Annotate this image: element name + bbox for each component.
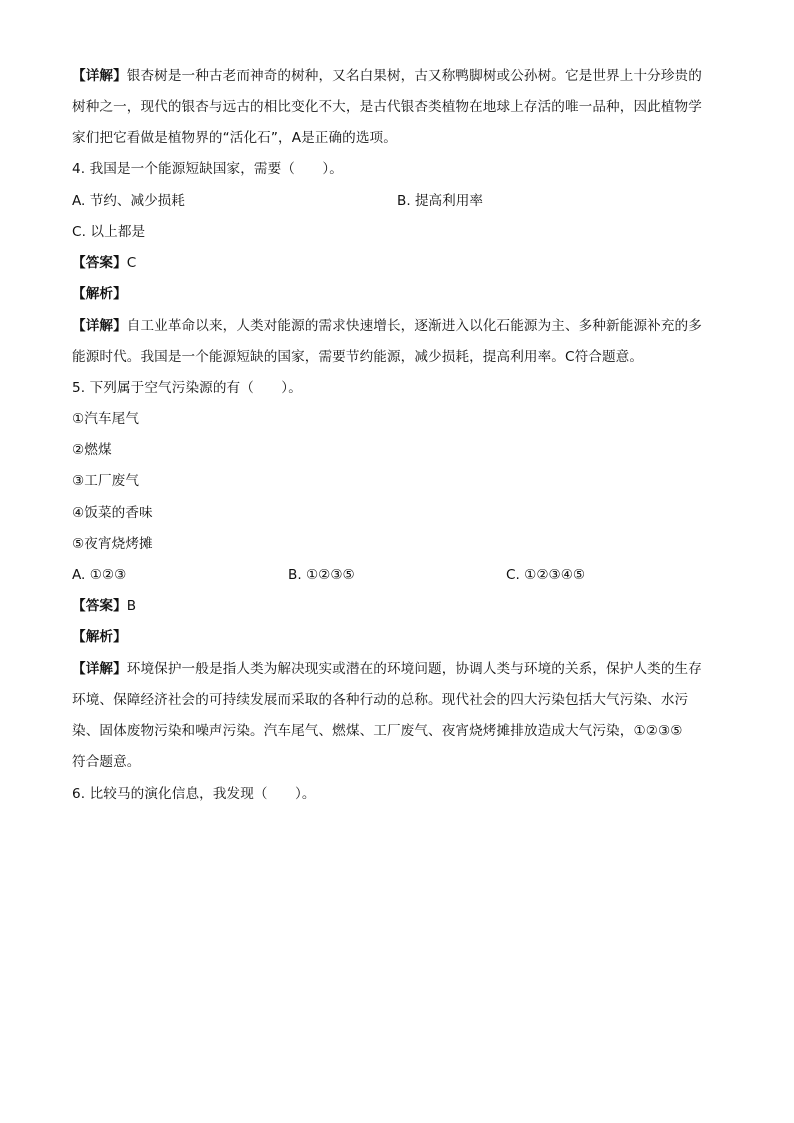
q4-detail-text-1: 自工业革命以来，人类对能源的需求快速增长，逐渐进入以化石能源为主、多种新能源补充的多 bbox=[126, 318, 702, 334]
q5-stem: 5. 下列属于空气污染源的有（ ）。 bbox=[72, 380, 302, 396]
detail-tag: 【详解】 bbox=[72, 661, 127, 677]
q4-analysis-tag bbox=[72, 285, 127, 303]
analysis-tag: 【解析】 bbox=[72, 286, 127, 302]
q4-stem: 4. 我国是一个能源短缺国家，需要（ ）。 bbox=[72, 161, 343, 177]
q5-item-1: ①汽车尾气 bbox=[72, 411, 140, 427]
q5-detail-text-1: 环境保护一般是指人类为解决现实或潜在的环境问题，协调人类与环境的关系，保护人类的生存 bbox=[126, 661, 702, 677]
q4-option-c: C. 以上都是 bbox=[72, 224, 146, 240]
q5-item-4: ④饭菜的香味 bbox=[72, 505, 153, 521]
analysis-tag: 【解析】 bbox=[72, 629, 127, 645]
q5-answer bbox=[72, 597, 136, 615]
q5-answer-value: B bbox=[126, 598, 137, 614]
q4-option-a: A. 节约、减少损耗 bbox=[72, 193, 185, 209]
q5-detail-line-4: 符合题意。 bbox=[72, 754, 141, 770]
q5-detail-line-2: 环境、保障经济社会的可持续发展而采取的各种行动的总称。现代社会的四大污染包括大气污染、水污 bbox=[72, 692, 689, 708]
q5-option-c: C. ①②③④⑤ bbox=[506, 567, 586, 583]
q3-detail-line-1 bbox=[72, 67, 702, 85]
q5-detail-line-1 bbox=[72, 660, 702, 678]
answer-tag: 【答案】 bbox=[72, 255, 127, 271]
q5-analysis-tag bbox=[72, 628, 127, 646]
q4-detail-line-1 bbox=[72, 317, 702, 335]
q5-item-5: ⑤夜宵烧烤摊 bbox=[72, 536, 153, 552]
q5-option-b: B. ①②③⑤ bbox=[288, 567, 355, 583]
q4-answer bbox=[72, 254, 136, 272]
q5-item-3: ③工厂废气 bbox=[72, 473, 140, 489]
q5-detail-line-3: 染、固体废物污染和噪声污染。汽车尾气、燃煤、工厂废气、夜宵烧烤摊排放造成大气污染，①②③⑤ bbox=[72, 723, 683, 739]
q5-item-2: ②燃煤 bbox=[72, 442, 112, 458]
q6-stem: 6. 比较马的演化信息，我发现（ ）。 bbox=[72, 786, 316, 802]
q4-answer-value: C bbox=[126, 255, 137, 271]
answer-tag: 【答案】 bbox=[72, 598, 127, 614]
q5-option-a: A. ①②③ bbox=[72, 567, 127, 583]
detail-tag: 【详解】 bbox=[72, 318, 127, 334]
detail-tag: 【详解】 bbox=[72, 68, 127, 84]
q4-option-b: B. 提高利用率 bbox=[397, 193, 483, 209]
q3-detail-text-1: 银杏树是一种古老而神奇的树种，又名白果树，古又称鸭脚树或公孙树。它是世界上十分珍贵的 bbox=[126, 68, 702, 84]
q4-detail-line-2: 能源时代。我国是一个能源短缺的国家，需要节约能源，减少损耗，提高利用率。C符合题意。 bbox=[72, 349, 644, 365]
q3-detail-line-2: 树种之一，现代的银杏与远古的相比变化不大，是古代银杏类植物在地球上存活的唯一品种，因此植物学 bbox=[72, 99, 702, 115]
q3-detail-line-3: 家们把它看做是植物界的“活化石”，A是正确的选项。 bbox=[72, 130, 397, 146]
